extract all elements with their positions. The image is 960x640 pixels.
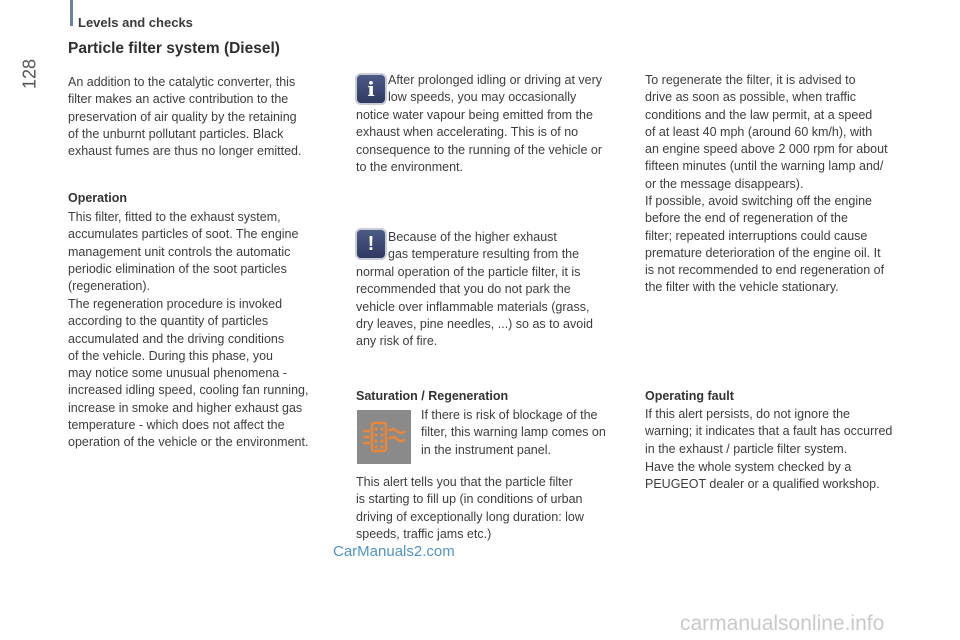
operating-fault-paragraph-1: If this alert persists, do not ignore the warning; it indicates that a fault has occurred in the exhaust / particle filter system. [645, 407, 893, 456]
watermark-link[interactable]: CarManuals2.com [333, 543, 455, 560]
operating-fault-paragraph-2: Have the whole system checked by a PEUGEOT dealer or a qualified workshop. [645, 460, 880, 492]
saturation-paragraph: This alert tells you that the particle filter is starting to fill up (in conditions of urban driving of exceptionally long duration: low speeds, traffic jams etc.) [356, 475, 584, 541]
regenerate-paragraph-2: If possible, avoid switching off the engine before the end of regeneration of the filter; repeated interruptions could cause premature deterioration of the engine oil. It is not recommended to end regeneration of the filter with the vehicle stationary. [645, 194, 885, 295]
page-number: 128 [19, 58, 40, 90]
info-icon: i [355, 73, 387, 105]
operation-paragraph-1: This filter, fitted to the exhaust system, accumulates particles of soot. The engine management unit controls the automatic periodic elimination of the soot particles (regeneration). [68, 210, 299, 294]
header-accent-bar [70, 0, 73, 26]
operating-fault-heading: Operating fault [645, 389, 734, 403]
operation-heading: Operation [68, 191, 128, 205]
section-label: Levels and checks [78, 15, 193, 30]
warning-note-text: normal operation of the particle filter, it is recommended that you do not park the vehicle over inflammable materials (grass, dry leaves, pine needles, ...) so as to avoid any risk of fire. [356, 265, 593, 349]
info-note-text: notice water vapour being emitted from the exhaust when accelerating. This is of no consequence to the running of the vehicle or to the environment. [356, 108, 603, 174]
particle-filter-warning-lamp-icon [357, 410, 411, 464]
watermark-text: carmanualsonline.info [680, 612, 885, 635]
saturation-heading: Saturation / Regeneration [356, 389, 509, 403]
saturation-indented-text: If there is risk of blockage of the filter, this warning lamp comes on in the instrument panel. [421, 408, 606, 457]
page-title: Particle filter system (Diesel) [68, 40, 280, 57]
intro-paragraph: An addition to the catalytic converter, this filter makes an active contribution to the preservation of air quality by the retaining of the unburnt pollutant particles. Black exhaust fumes are thus no longer emitted. [68, 75, 302, 159]
operation-paragraph-2: The regeneration procedure is invoked according to the quantity of particles accumulated and the driving conditions of the vehicle. During this phase, you may notice some unusual phenomena - increased idling speed, cooling fan running, increase in smoke and higher exhaust gas temperature - which does not affect the operation of the vehicle or the environment. [68, 297, 309, 450]
warning-note-indented: Because of the higher exhaust gas temperature resulting from the [388, 230, 580, 262]
warning-icon: ! [355, 228, 387, 260]
info-note-indented: After prolonged idling or driving at very low speeds, you may occasionally [388, 73, 603, 105]
regenerate-paragraph-1: To regenerate the filter, it is advised to drive as soon as possible, when traffic conditions and the law permit, at a speed of at least 40 mph (around 60 km/h), with an engine speed above 2 000 rpm for about fifteen minutes (until the warning lamp and/ or the message disappears). [645, 73, 888, 191]
